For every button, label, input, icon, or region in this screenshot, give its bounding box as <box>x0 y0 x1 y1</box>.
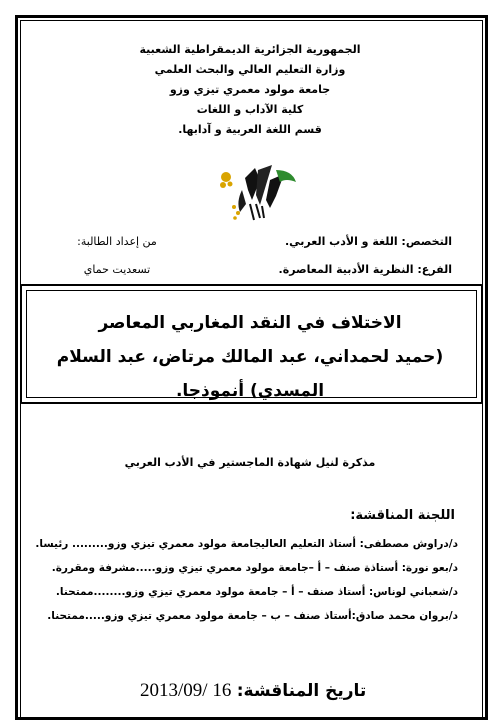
header-line-faculty: كلية الآداب و اللغات <box>196 103 304 116</box>
defense-date-label: تاريخ المناقشة: <box>236 681 367 701</box>
committee-heading: اللجنة المناقشة: <box>350 508 455 523</box>
defense-date-value: 16 /2013/09 <box>140 680 232 701</box>
header-line-department: قسم اللغة العربية و آدابها. <box>178 123 322 136</box>
thesis-note: مذكرة لنيل شهادة الماجستير في الأدب العربي <box>124 456 376 469</box>
title-line-2: (حميد لحمداني، عبد المالك مرتاض، عبد السلام <box>56 347 444 367</box>
header-line-republic: الجمهورية الجزائرية الديمقراطية الشعبية <box>139 43 361 56</box>
committee-member: د/شعباني لوناس: أستاذ صنف – أ – جامعة مولود معمري تيزي وزو........ممتحنا. <box>55 586 458 598</box>
logo-figure <box>220 165 296 220</box>
committee-member: د/بعو نورة: أستاذة صنف – أ –جامعة مولود معمري تيزي وزو.....مشرفة ومقررة. <box>51 562 458 574</box>
committee-member: د/دراوش مصطفى: أستاذ التعليم العاليجامعة مولود معمري تيزي وزو......... رئيسا. <box>35 538 458 550</box>
prepared-by-block <box>62 228 172 284</box>
specialty-block <box>279 228 452 284</box>
defense-date-line <box>140 680 366 702</box>
branch-line: الفرع: النظرية الأدبية المعاصرة. <box>278 263 452 276</box>
student-name: تسعديت حماي <box>83 263 151 276</box>
institution-header <box>40 40 460 140</box>
header-line-university: جامعة مولود معمري تيزي وزو <box>169 83 331 96</box>
committee-member: د/بروان محمد صادق:أستاذ صنف – ب – جامعة مولود معمري تيزي وزو.....ممتحنا. <box>47 610 458 622</box>
university-logo-icon <box>200 160 310 230</box>
specialty-line: التخصص: اللغة و الأدب العربي. <box>284 235 452 248</box>
title-line-3: المسدي) أنموذجا. <box>175 381 325 401</box>
committee-list <box>35 532 458 628</box>
thesis-title <box>30 306 470 408</box>
title-line-1: الاختلاف في النقد المغاربي المعاصر <box>98 313 402 333</box>
header-line-ministry: وزارة التعليم العالي والبحث العلمي <box>154 63 346 76</box>
prepared-by-label: من إعداد الطالبة: <box>77 235 157 248</box>
